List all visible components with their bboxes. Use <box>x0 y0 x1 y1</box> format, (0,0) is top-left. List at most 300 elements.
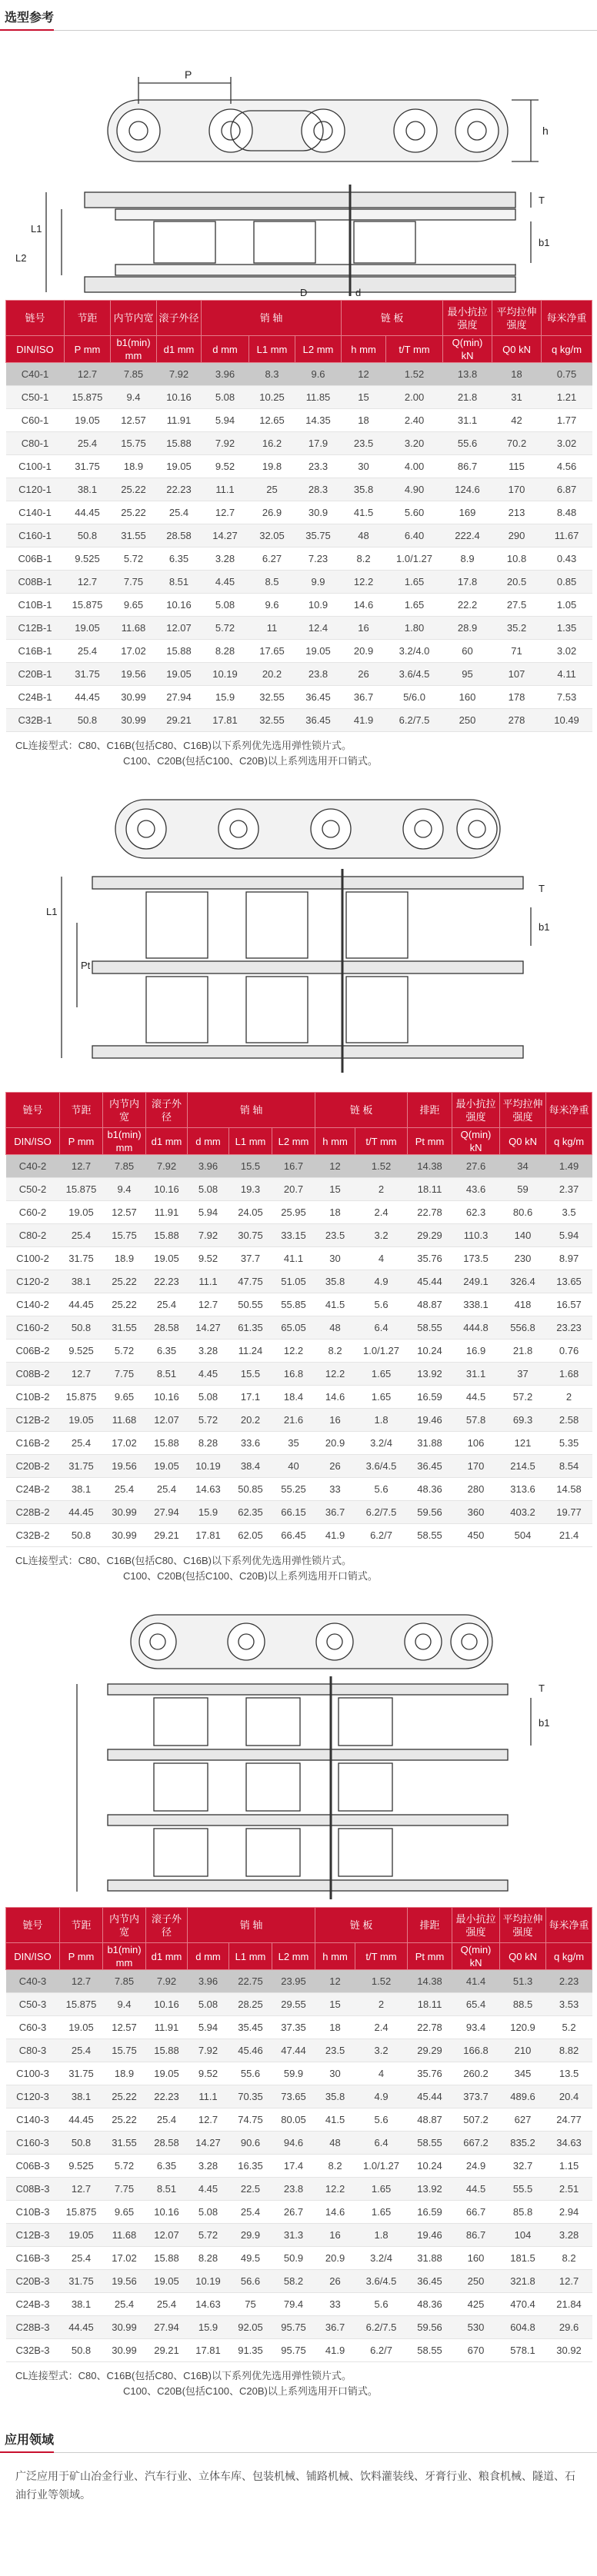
table-cell: 29.55 <box>272 1993 315 2016</box>
chain-number-cell: C80-1 <box>6 432 65 455</box>
table-cell: 9.525 <box>65 547 111 571</box>
table-cell: 17.02 <box>103 1432 146 1455</box>
table-cell: 12 <box>315 1970 355 1993</box>
table-cell: 9.525 <box>60 2155 103 2178</box>
table-cell: 3.96 <box>202 363 249 386</box>
th-row-pitch: 排距 <box>408 1908 452 1943</box>
table-cell: 5.35 <box>546 1432 592 1455</box>
table-cell: 15.88 <box>146 1224 188 1247</box>
table-cell: 15.5 <box>229 1155 272 1178</box>
table-cell: 27.94 <box>146 2316 188 2339</box>
th-l2: L2 mm <box>272 1128 315 1155</box>
table-cell: 14.58 <box>546 1478 592 1501</box>
table-row <box>6 2062 592 2085</box>
table-cell: 1.05 <box>542 594 592 617</box>
table-cell: 18.9 <box>103 1247 146 1270</box>
table-cell: 16.59 <box>408 1386 452 1409</box>
th-p: P mm <box>65 336 111 363</box>
th-pitch: 节距 <box>65 301 111 336</box>
th-q0: Q0 kN <box>500 1128 546 1155</box>
table-cell: 213 <box>492 501 542 524</box>
table-cell: 95.75 <box>272 2339 315 2362</box>
table-cell: 7.75 <box>103 2178 146 2201</box>
table-cell: 35.45 <box>229 2016 272 2039</box>
table-row <box>6 2132 592 2155</box>
table-row <box>6 1455 592 1478</box>
table-cell: 15.875 <box>60 1386 103 1409</box>
table-cell: 38.4 <box>229 1455 272 1478</box>
table-cell: 28.3 <box>295 478 342 501</box>
table-cell: 12.2 <box>272 1340 315 1363</box>
th-l2: L2 mm <box>295 336 342 363</box>
table-cell: 14.38 <box>408 1970 452 1993</box>
table-cell: 12.2 <box>315 2178 355 2201</box>
table-cell: 28.58 <box>146 1316 188 1340</box>
chain-number-cell: C20B-3 <box>6 2270 60 2293</box>
table-cell: 28.25 <box>229 1993 272 2016</box>
table-cell: 3.6/4.5 <box>355 2270 408 2293</box>
table-cell: 25.4 <box>60 2039 103 2062</box>
th-h: h mm <box>342 336 386 363</box>
table-cell: 22.78 <box>408 2016 452 2039</box>
table-cell: 11.91 <box>146 2016 188 2039</box>
table-cell: 26 <box>315 1455 355 1478</box>
table-cell: 7.92 <box>188 2039 229 2062</box>
table-cell: 12.57 <box>103 1201 146 1224</box>
table-cell: 19.77 <box>546 1501 592 1524</box>
table-cell: 4.45 <box>202 571 249 594</box>
table-cell: 15.88 <box>146 1432 188 1455</box>
note-single <box>15 738 597 769</box>
table-cell: 10.16 <box>146 1178 188 1201</box>
table-cell: 50.55 <box>229 1293 272 1316</box>
table-cell: 3.20 <box>386 432 443 455</box>
table-cell: 15.88 <box>157 640 202 663</box>
table-cell: 31.75 <box>65 663 111 686</box>
table-cell: 29.21 <box>157 709 202 732</box>
table-cell: 48 <box>342 524 386 547</box>
table-cell: 18 <box>315 2016 355 2039</box>
table-cell: 470.4 <box>500 2293 546 2316</box>
th-chain-no: 链号 <box>6 301 65 336</box>
table-cell: 280 <box>452 1478 500 1501</box>
table-cell: 55.25 <box>272 1478 315 1501</box>
table-cell: 13.65 <box>546 1270 592 1293</box>
table-cell: 48.36 <box>408 1478 452 1501</box>
chain-number-cell: C06B-1 <box>6 547 65 571</box>
chain-number-cell: C50-3 <box>6 1993 60 2016</box>
table-cell: 30.99 <box>103 2316 146 2339</box>
chain-number-cell: C40-1 <box>6 363 65 386</box>
table-cell: 25.4 <box>60 1224 103 1247</box>
table-row <box>6 1363 592 1386</box>
table-row <box>6 1155 592 1178</box>
table-cell: 29.9 <box>229 2224 272 2247</box>
table-row <box>6 2247 592 2270</box>
table-cell: 22.78 <box>408 1201 452 1224</box>
table-cell: 19.05 <box>60 2016 103 2039</box>
th-min-tensile: 最小抗拉强度 <box>452 1908 500 1943</box>
table-cell: 10.16 <box>146 1386 188 1409</box>
table-cell: 31 <box>492 386 542 409</box>
table-cell: 19.05 <box>60 1409 103 1432</box>
table-cell: 9.6 <box>295 363 342 386</box>
table-row <box>6 594 592 617</box>
chain-number-cell: C20B-2 <box>6 1455 60 1478</box>
table-cell: 0.75 <box>542 363 592 386</box>
table-cell: 38.1 <box>60 1478 103 1501</box>
table-cell: 17.1 <box>229 1386 272 1409</box>
table-row <box>6 663 592 686</box>
chain-number-cell: C140-1 <box>6 501 65 524</box>
table-cell: 556.8 <box>500 1316 546 1340</box>
table-cell: 47.44 <box>272 2039 315 2062</box>
label-t: T <box>539 195 545 206</box>
chain-number-cell: C28B-3 <box>6 2316 60 2339</box>
table-cell: 18 <box>492 363 542 386</box>
table-cell: 160 <box>443 686 492 709</box>
table-cell: 8.51 <box>157 571 202 594</box>
table-cell: 19.05 <box>60 1201 103 1224</box>
table-cell: 59.56 <box>408 1501 452 1524</box>
table-cell: 25.22 <box>103 2085 146 2108</box>
table-cell: 19.56 <box>103 1455 146 1478</box>
spec-table-double <box>5 1092 592 1547</box>
table-cell: 13.92 <box>408 2178 452 2201</box>
table-cell: 10.49 <box>542 709 592 732</box>
table-cell: 50.85 <box>229 1478 272 1501</box>
table-cell: 14.38 <box>408 1155 452 1178</box>
chain-number-cell: C160-1 <box>6 524 65 547</box>
table-cell: 10.25 <box>249 386 295 409</box>
table-cell: 5.72 <box>103 2155 146 2178</box>
table-cell: 15.88 <box>157 432 202 455</box>
table-cell: 17.9 <box>295 432 342 455</box>
table-cell: 3.02 <box>542 640 592 663</box>
table-cell: 5.94 <box>202 409 249 432</box>
th-tt: t/T mm <box>355 1128 408 1155</box>
table-cell: 15.75 <box>103 1224 146 1247</box>
table-cell: 66.15 <box>272 1501 315 1524</box>
table-cell: 19.3 <box>229 1178 272 1201</box>
table-cell: 10.9 <box>295 594 342 617</box>
table-row <box>6 617 592 640</box>
table-cell: 65.05 <box>272 1316 315 1340</box>
table-cell: 36.7 <box>315 2316 355 2339</box>
table-cell: 12.57 <box>103 2016 146 2039</box>
th-b1: b1(min) mm <box>103 1943 146 1970</box>
chain-number-cell: C20B-1 <box>6 663 65 686</box>
table-cell: 5.6 <box>355 2108 408 2132</box>
table-cell: 33 <box>315 2293 355 2316</box>
label-b1-double: b1 <box>539 921 550 933</box>
table-cell: 110.3 <box>452 1224 500 1247</box>
table-cell: 19.05 <box>157 663 202 686</box>
table-cell: 418 <box>500 1293 546 1316</box>
table-cell: 16.8 <box>272 1363 315 1386</box>
chain-number-cell: C08B-2 <box>6 1363 60 1386</box>
table-cell: 12 <box>342 363 386 386</box>
table-cell: 30.99 <box>103 2339 146 2362</box>
th-d1: d1 mm <box>146 1128 188 1155</box>
label-pt-double: Pt <box>81 960 91 971</box>
table-cell: 47.75 <box>229 1270 272 1293</box>
table-cell: 25.4 <box>229 2201 272 2224</box>
table-cell: 44.45 <box>65 686 111 709</box>
th-d: d mm <box>188 1943 229 1970</box>
table-cell: 5.6 <box>355 2293 408 2316</box>
table-cell: 27.6 <box>452 1155 500 1178</box>
table-row <box>6 2224 592 2247</box>
table-cell: 12.2 <box>342 571 386 594</box>
table-cell: 95.75 <box>272 2316 315 2339</box>
table-cell: 11 <box>249 617 295 640</box>
table-cell: 7.92 <box>146 1970 188 1993</box>
th-p: P mm <box>60 1128 103 1155</box>
table-cell: 44.45 <box>60 1501 103 1524</box>
table-cell: 8.2 <box>342 547 386 571</box>
th-pin: 销 轴 <box>188 1908 315 1943</box>
table-cell: 28.58 <box>146 2132 188 2155</box>
note-triple-line1: CL连接型式：C80、C16B(包括C80、C16B)以下系列优先选用弹性锁片式。 <box>15 2370 352 2381</box>
table-row <box>6 1524 592 1547</box>
chain-number-cell: C160-3 <box>6 2132 60 2155</box>
table-cell: 41.1 <box>272 1247 315 1270</box>
table-cell: 10.24 <box>408 2155 452 2178</box>
table-cell: 26 <box>315 2270 355 2293</box>
table-cell: 170 <box>492 478 542 501</box>
table-cell: 12.7 <box>60 2178 103 2201</box>
th-h: h mm <box>315 1943 355 1970</box>
table-row <box>6 409 592 432</box>
table-cell: 12.7 <box>60 1155 103 1178</box>
spec-table-single-body <box>6 363 592 732</box>
chain-number-cell: C50-2 <box>6 1178 60 1201</box>
table-cell: 24.77 <box>546 2108 592 2132</box>
table-cell: 19.05 <box>146 2270 188 2293</box>
table-cell: 12 <box>315 1155 355 1178</box>
table-row <box>6 1247 592 1270</box>
chain-number-cell: C08B-1 <box>6 571 65 594</box>
chain-number-cell: C28B-2 <box>6 1501 60 1524</box>
table-cell: 38.1 <box>60 1270 103 1293</box>
table-cell: 22.5 <box>229 2178 272 2201</box>
table-cell: 278 <box>492 709 542 732</box>
table-cell: 20.4 <box>546 2085 592 2108</box>
table-cell: 31.55 <box>103 1316 146 1340</box>
table-cell: 14.63 <box>188 2293 229 2316</box>
table-cell: 34.63 <box>546 2132 592 2155</box>
table-cell: 80.05 <box>272 2108 315 2132</box>
chain-number-cell: C16B-3 <box>6 2247 60 2270</box>
table-cell: 41.9 <box>315 1524 355 1547</box>
chain-number-cell: C120-2 <box>6 1270 60 1293</box>
table-row <box>6 1432 592 1455</box>
table-cell: 5.94 <box>188 2016 229 2039</box>
table-cell: 25.22 <box>111 501 157 524</box>
spec-table-single <box>5 300 592 732</box>
table-cell: 14.35 <box>295 409 342 432</box>
table-cell: 1.52 <box>355 1155 408 1178</box>
chain-number-cell: C06B-3 <box>6 2155 60 2178</box>
table-cell: 12.07 <box>146 2224 188 2247</box>
table-cell: 21.4 <box>546 1524 592 1547</box>
chain-number-cell: C160-2 <box>6 1316 60 1340</box>
table-cell: 11.91 <box>157 409 202 432</box>
table-cell: 31.75 <box>65 455 111 478</box>
table-cell: 10.19 <box>188 2270 229 2293</box>
table-cell: 60 <box>443 640 492 663</box>
table-cell: 18.11 <box>408 1993 452 2016</box>
table-cell: 66.45 <box>272 1524 315 1547</box>
label-t-double: T <box>539 883 545 894</box>
table-cell: 425 <box>452 2293 500 2316</box>
table-cell: 23.3 <box>295 455 342 478</box>
table-cell: 7.23 <box>295 547 342 571</box>
chain-number-cell: C24B-1 <box>6 686 65 709</box>
table-row <box>6 2293 592 2316</box>
table-row <box>6 571 592 594</box>
table-cell: 9.9 <box>295 571 342 594</box>
table-cell: 140 <box>500 1224 546 1247</box>
table-row <box>6 432 592 455</box>
table-cell: 16.59 <box>408 2201 452 2224</box>
table-cell: 4.11 <box>542 663 592 686</box>
table-cell: 6.27 <box>249 547 295 571</box>
table-cell: 166.8 <box>452 2039 500 2062</box>
table-cell: 5.60 <box>386 501 443 524</box>
th-avg-tensile: 平均拉伸强度 <box>500 1908 546 1943</box>
table-cell: 5.72 <box>188 2224 229 2247</box>
th-d: d mm <box>188 1128 229 1155</box>
table-row <box>6 686 592 709</box>
chain-number-cell: C08B-3 <box>6 2178 60 2201</box>
table-cell: 5.08 <box>188 1178 229 1201</box>
table-cell: 86.7 <box>452 2224 500 2247</box>
table-row <box>6 363 592 386</box>
table-cell: 7.75 <box>111 571 157 594</box>
table-cell: 6.2/7.5 <box>355 2316 408 2339</box>
table-cell: 5.6 <box>355 1478 408 1501</box>
th-l2: L2 mm <box>272 1943 315 1970</box>
table-cell: 17.81 <box>202 709 249 732</box>
table-cell: 15.88 <box>146 2039 188 2062</box>
table-cell: 7.75 <box>103 1363 146 1386</box>
table-cell: 15.5 <box>229 1363 272 1386</box>
table-cell: 11.1 <box>188 2085 229 2108</box>
label-b1: b1 <box>539 237 550 248</box>
th-roller-dia: 滚子外径 <box>157 301 202 336</box>
table-cell: 181.5 <box>500 2247 546 2270</box>
table-cell: 27.94 <box>157 686 202 709</box>
label-l1: L1 <box>31 223 42 235</box>
table-cell: 58.55 <box>408 1524 452 1547</box>
table-cell: 50.8 <box>60 1316 103 1340</box>
table-cell: 8.2 <box>546 2247 592 2270</box>
chain-number-cell: C140-2 <box>6 1293 60 1316</box>
table-cell: 17.02 <box>103 2247 146 2270</box>
table-cell: 8.28 <box>202 640 249 663</box>
table-row <box>6 1409 592 1432</box>
table-cell: 12.2 <box>315 1363 355 1386</box>
table-cell: 31.1 <box>452 1363 500 1386</box>
table-cell: 11.67 <box>542 524 592 547</box>
table-cell: 51.05 <box>272 1270 315 1293</box>
th-q0: Q0 kN <box>500 1943 546 1970</box>
table-cell: 5.72 <box>103 1340 146 1363</box>
note-single-line1: CL连接型式：C80、C16B(包括C80、C16B)以下系列优先选用弹性锁片式。 <box>15 740 352 751</box>
table-cell: 9.4 <box>103 1993 146 2016</box>
table-cell: 36.45 <box>295 709 342 732</box>
table-cell: 6.4 <box>355 2132 408 2155</box>
table-cell: 32.55 <box>249 709 295 732</box>
table-row <box>6 1478 592 1501</box>
table-cell: 14.6 <box>315 2201 355 2224</box>
table-cell: 49.5 <box>229 2247 272 2270</box>
table-cell: 45.46 <box>229 2039 272 2062</box>
table-cell: 18.11 <box>408 1178 452 1201</box>
table-cell: 107 <box>492 663 542 686</box>
table-cell: 19.46 <box>408 1409 452 1432</box>
table-cell: 16.9 <box>452 1340 500 1363</box>
th-q-weight: q kg/m <box>542 336 592 363</box>
table-row <box>6 1970 592 1993</box>
table-cell: 5.72 <box>188 1409 229 1432</box>
table-cell: 21.6 <box>272 1409 315 1432</box>
table-cell: 30.9 <box>295 501 342 524</box>
th-din: DIN/ISO <box>6 1943 60 1970</box>
chain-diagram-double <box>0 769 597 1092</box>
table-cell: 70.2 <box>492 432 542 455</box>
table-cell: 45.44 <box>408 1270 452 1293</box>
table-cell: 9.525 <box>60 1340 103 1363</box>
table-cell: 48 <box>315 1316 355 1340</box>
table-cell: 29.29 <box>408 2039 452 2062</box>
table-cell: 75 <box>229 2293 272 2316</box>
table-cell: 38.1 <box>60 2085 103 2108</box>
table-cell: 403.2 <box>500 1501 546 1524</box>
table-row <box>6 1224 592 1247</box>
th-pitch: 节距 <box>60 1908 103 1943</box>
table-row <box>6 501 592 524</box>
table-cell: 17.81 <box>188 1524 229 1547</box>
table-cell: 230 <box>500 1247 546 1270</box>
table-cell: 94.6 <box>272 2132 315 2155</box>
table-cell: 16 <box>315 1409 355 1432</box>
table-cell: 15 <box>342 386 386 409</box>
spec-table-double-body <box>6 1155 592 1547</box>
table-cell: 32.7 <box>500 2155 546 2178</box>
table-cell: 1.0/1.27 <box>355 2155 408 2178</box>
table-cell: 4.45 <box>188 2178 229 2201</box>
table-cell: 66.7 <box>452 2201 500 2224</box>
table-cell: 15.9 <box>202 686 249 709</box>
th-avg-tensile: 平均拉伸强度 <box>500 1093 546 1128</box>
table-cell: 44.5 <box>452 1386 500 1409</box>
table-cell: 121 <box>500 1432 546 1455</box>
table-cell: 27.94 <box>146 1501 188 1524</box>
table-cell: 56.6 <box>229 2270 272 2293</box>
table-cell: 25.22 <box>103 1270 146 1293</box>
table-cell: 12.57 <box>111 409 157 432</box>
table-cell: 17.4 <box>272 2155 315 2178</box>
table-cell: 12.7 <box>188 2108 229 2132</box>
chain-number-cell: C10B-3 <box>6 2201 60 2224</box>
application-title: 应用领域 <box>0 2422 597 2453</box>
table-cell: 7.53 <box>542 686 592 709</box>
table-cell: 20.9 <box>315 2247 355 2270</box>
th-d1: d1 mm <box>146 1943 188 1970</box>
